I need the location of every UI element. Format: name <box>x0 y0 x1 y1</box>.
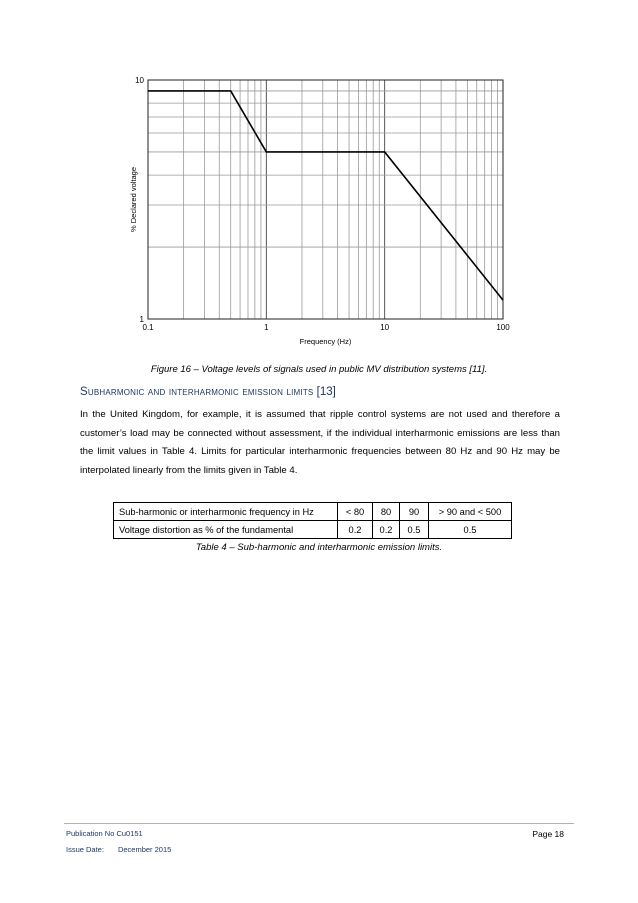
voltage-level-chart <box>110 70 530 360</box>
table-cell: > 90 and < 500 <box>429 503 512 521</box>
chart-x-tick-label: 10 <box>380 323 390 332</box>
chart-y-axis-label: % Declared voltage <box>129 166 138 233</box>
table-cell: 90 <box>400 503 429 521</box>
section-heading-ref: [13] <box>316 386 336 398</box>
issue-date-value: December 2015 <box>117 845 172 854</box>
table-cell: Voltage distortion as % of the fundamental <box>114 521 338 539</box>
page-number: Page 18 <box>532 829 564 839</box>
table-cell: 80 <box>373 503 400 521</box>
chart-y-tick-label: 1 <box>139 315 144 324</box>
table-row <box>114 521 512 539</box>
table-cell: 0.2 <box>338 521 373 539</box>
chart-x-tick-label: 1 <box>264 323 269 332</box>
issue-date-label: Issue Date: <box>66 845 104 854</box>
table-cell: 0.5 <box>400 521 429 539</box>
section-heading-text: Subharmonic and interharmonic emission limits <box>80 386 314 398</box>
table-caption: Table 4 – Sub-harmonic and interharmonic emission limits. <box>195 542 443 553</box>
section-heading <box>80 386 336 398</box>
chart-x-axis-label: Frequency (Hz) <box>299 337 352 346</box>
table-cell: < 80 <box>338 503 373 521</box>
chart-x-tick-label: 0.1 <box>142 323 154 332</box>
figure-caption: Figure 16 – Voltage levels of signals used in public MV distribution systems [11]. <box>150 364 488 375</box>
table-cell: 0.5 <box>429 521 512 539</box>
issue-date <box>66 845 171 854</box>
chart-y-tick-label: 10 <box>135 76 144 85</box>
chart-series-line <box>148 91 503 300</box>
emission-limits-table <box>113 502 512 539</box>
chart-svg <box>110 70 530 360</box>
table-row <box>114 503 512 521</box>
body-paragraph: In the United Kingdom, for example, it is assumed that ripple control systems are not used and therefore a customer’s load may be connected without assessment, if the individual interharmonic emissions are less than the limit values in Table 4. Limits for particular interharmonic frequencies between 80 Hz and 90 Hz may be interpolated linearly from the limits given in Table 4. <box>80 409 560 476</box>
footer-divider <box>64 823 574 824</box>
table-cell: Sub-harmonic or interharmonic frequency in Hz <box>114 503 338 521</box>
table-cell: 0.2 <box>373 521 400 539</box>
chart-plot-frame <box>148 80 503 319</box>
chart-x-tick-label: 100 <box>496 323 510 332</box>
publication-number: Publication No Cu0151 <box>66 829 143 838</box>
